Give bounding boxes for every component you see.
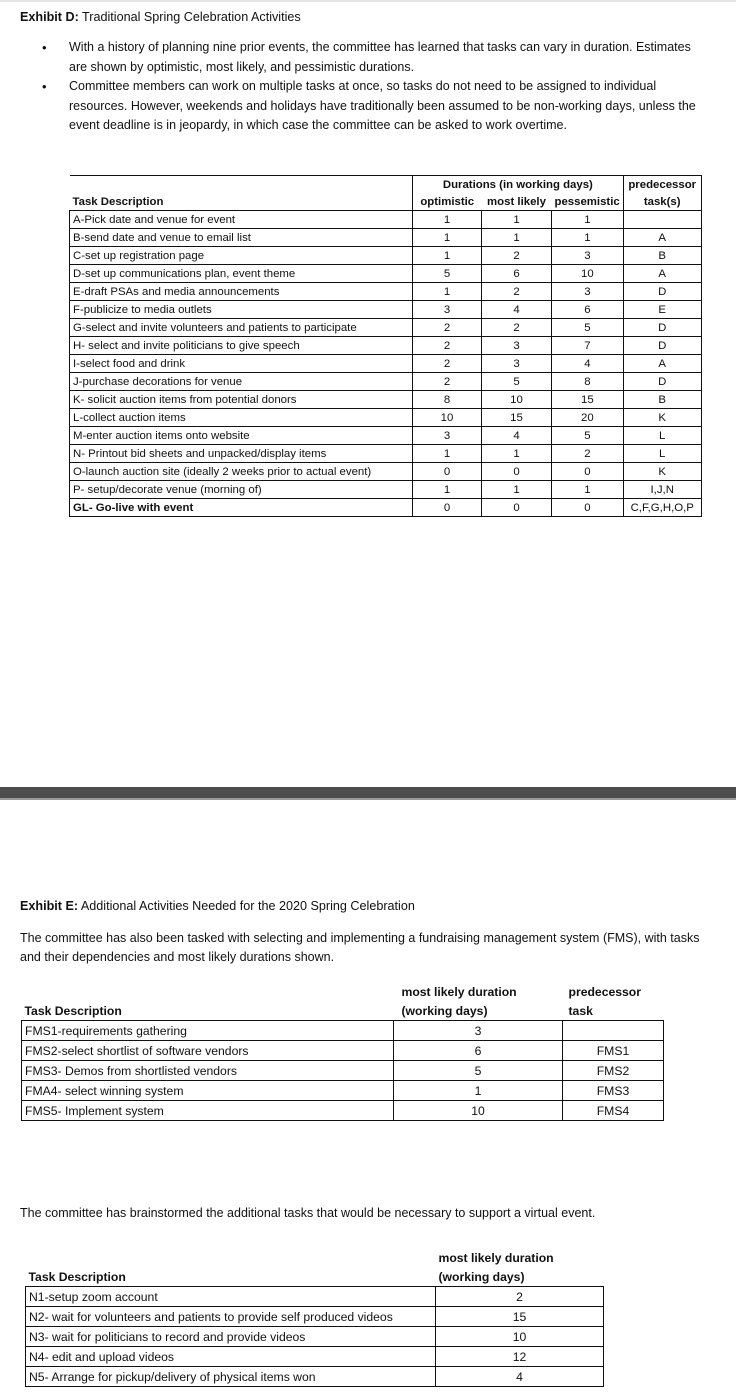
task-cell: D-set up communications plan, event theme [70,265,413,283]
most-likely-cell: 3 [482,337,552,355]
virtual-intro: The committee has brainstormed the additional tasks that would be necessary to support a virtual event. [20,1206,596,1220]
task-cell: FMS5- Implement system [22,1101,394,1121]
task-cell: FMS1-requirements gathering [22,1021,394,1041]
optimistic-cell: 1 [413,247,482,265]
predecessor-header-2: task(s) [623,193,701,211]
exhibit-d-table [69,175,702,517]
predecessor-cell: L [623,427,701,445]
duration-header-2: (working days) [438,1269,525,1284]
predecessor-cell [623,211,701,229]
task-description-header: Task Description [72,195,164,208]
duration-cell: 10 [394,1101,563,1121]
predecessor-cell: B [623,391,701,409]
predecessor-cell: L [623,445,701,463]
table-row [22,1061,664,1081]
table-row [22,1021,664,1041]
optimistic-cell: 3 [413,301,482,319]
duration-cell: 12 [436,1347,604,1367]
pessimistic-cell: 2 [552,445,624,463]
pessimistic-cell: 20 [552,409,624,427]
task-cell: L-collect auction items [70,409,413,427]
pessimistic-cell: 1 [552,211,624,229]
pessimistic-cell: 5 [552,319,624,337]
duration-cell: 10 [436,1327,604,1347]
table-row [70,211,702,229]
task-cell: P- setup/decorate venue (morning of) [70,481,413,499]
most-likely-cell: 4 [482,301,552,319]
predecessor-cell: FMS3 [563,1081,664,1101]
table-row-final [70,499,702,517]
duration-cell: 4 [436,1367,604,1387]
pessimistic-cell: 10 [552,265,624,283]
predecessor-cell [563,1021,664,1041]
bullet-item: • Committee members can work on multiple tasks at once, so tasks do not need to be assigned to individual resources. However, weekends and holidays have traditionally been assumed to be non-working days, unless the event deadline is in jeopardy, in which case the committee can be asked to work overtime. [20,77,700,136]
most-likely-cell: 15 [482,409,552,427]
table-header-row [22,1001,664,1021]
table-row [70,337,702,355]
durations-group-header: Durations (in working days) [413,176,624,194]
fms-table [21,982,664,1121]
task-description-header: Task Description [24,1003,122,1018]
pessimistic-cell: 7 [552,337,624,355]
task-cell: G-select and invite volunteers and patients to participate [70,319,413,337]
task-cell: C-set up registration page [70,247,413,265]
optimistic-cell: 0 [413,463,482,481]
optimistic-header: optimistic [413,193,482,211]
task-cell: FMS2-select shortlist of software vendors [22,1041,394,1061]
most-likely-cell: 1 [482,445,552,463]
most-likely-cell: 3 [482,355,552,373]
pessimistic-cell: 3 [552,247,624,265]
top-rule [0,0,736,2]
task-cell: M-enter auction items onto website [70,427,413,445]
pessimistic-cell: 6 [552,301,624,319]
table-row [70,301,702,319]
pessimistic-cell: 1 [552,481,624,499]
optimistic-cell: 1 [413,445,482,463]
duration-header: most likely duration [401,984,517,999]
predecessor-cell: FMS1 [563,1041,664,1061]
task-cell: FMA4- select winning system [22,1081,394,1101]
table-row [70,391,702,409]
table-row [22,1041,664,1061]
predecessor-cell: A [623,355,701,373]
table-row [70,283,702,301]
task-description-header: Task Description [28,1269,126,1284]
task-cell: E-draft PSAs and media announcements [70,283,413,301]
table-row [22,1101,664,1121]
bullet-item: • With a history of planning nine prior events, the committee has learned that tasks can vary in duration. Estimates are shown by optimistic, most likely, and pessimistic durations. [20,38,700,77]
most-likely-cell: 2 [482,283,552,301]
exhibit-d-bullets [20,38,700,136]
predecessor-cell: K [623,409,701,427]
exhibit-e-intro: The committee has also been tasked with selecting and implementing a fundraising management system (FMS), with tasks and their dependencies and most likely durations shown. [20,931,700,964]
predecessor-cell: D [623,373,701,391]
table-header-row [70,176,702,194]
pessimistic-cell: 0 [552,499,624,517]
task-cell: O-launch auction site (ideally 2 weeks prior to actual event) [70,463,413,481]
optimistic-cell: 3 [413,427,482,445]
task-cell: FMS3- Demos from shortlisted vendors [22,1061,394,1081]
task-cell: K- solicit auction items from potential donors [70,391,413,409]
predecessor-cell: B [623,247,701,265]
duration-cell: 3 [394,1021,563,1041]
most-likely-cell: 10 [482,391,552,409]
pessimistic-cell: 3 [552,283,624,301]
predecessor-header-2: task [568,1003,593,1018]
task-cell: N1-setup zoom account [26,1287,436,1307]
optimistic-cell: 1 [413,229,482,247]
task-cell: J-purchase decorations for venue [70,373,413,391]
predecessor-cell: FMS2 [563,1061,664,1081]
pessimistic-cell: 1 [552,229,624,247]
most-likely-cell: 6 [482,265,552,283]
table-row [70,355,702,373]
task-cell: F-publicize to media outlets [70,301,413,319]
table-row [70,463,702,481]
optimistic-cell: 2 [413,373,482,391]
table-row [70,427,702,445]
pessimistic-cell: 0 [552,463,624,481]
table-row [70,229,702,247]
table-row [26,1327,604,1347]
most-likely-cell: 2 [482,247,552,265]
predecessor-cell: D [623,319,701,337]
optimistic-cell: 10 [413,409,482,427]
optimistic-cell: 1 [413,481,482,499]
most-likely-cell: 1 [482,211,552,229]
most-likely-cell: 0 [482,463,552,481]
pessimistic-header: pessemistic [554,195,620,208]
optimistic-cell: 2 [413,319,482,337]
predecessor-cell: D [623,337,701,355]
duration-cell: 6 [394,1041,563,1061]
task-cell: A-Pick date and venue for event [70,211,413,229]
optimistic-cell: 2 [413,355,482,373]
pessimistic-cell: 5 [552,427,624,445]
page-divider [0,787,736,800]
table-header-row [26,1248,604,1267]
duration-cell: 1 [394,1081,563,1101]
duration-cell: 2 [436,1287,604,1307]
predecessor-header: predecessor [568,984,641,999]
predecessor-cell: FMS4 [563,1101,664,1121]
task-cell: N- Printout bid sheets and unpacked/display items [70,445,413,463]
most-likely-cell: 2 [482,319,552,337]
table-row [70,481,702,499]
optimistic-cell: 2 [413,337,482,355]
most-likely-cell: 1 [482,481,552,499]
exhibit-d-title: Exhibit D: Traditional Spring Celebration Activities [20,10,301,24]
table-row [26,1307,604,1327]
task-cell: H- select and invite politicians to give speech [70,337,413,355]
table-row [70,409,702,427]
predecessor-cell: C,F,G,H,O,P [623,499,701,517]
task-cell: N5- Arrange for pickup/delivery of physical items won [26,1367,436,1387]
duration-header: most likely duration [438,1250,554,1265]
duration-cell: 15 [436,1307,604,1327]
table-row [70,373,702,391]
task-cell: N2- wait for volunteers and patients to provide self produced videos [26,1307,436,1327]
table-row [26,1347,604,1367]
table-row [70,445,702,463]
exhibit-e-title: Exhibit E: Additional Activities Needed for the 2020 Spring Celebration [20,899,415,913]
predecessor-cell: A [623,265,701,283]
task-cell: GL- Go-live with event [70,499,413,517]
task-cell: N3- wait for politicians to record and provide videos [26,1327,436,1347]
optimistic-cell: 0 [413,499,482,517]
optimistic-cell: 1 [413,211,482,229]
virtual-tasks-table [25,1248,604,1387]
pessimistic-cell: 4 [552,355,624,373]
table-row [70,265,702,283]
most-likely-cell: 5 [482,373,552,391]
predecessor-cell: D [623,283,701,301]
most-likely-cell: 0 [482,499,552,517]
predecessor-cell: I,J,N [623,481,701,499]
table-row [26,1367,604,1387]
optimistic-cell: 8 [413,391,482,409]
predecessor-cell: E [623,301,701,319]
table-header-row [70,193,702,211]
table-row [22,1081,664,1101]
optimistic-cell: 1 [413,283,482,301]
predecessor-cell: A [623,229,701,247]
table-row [70,319,702,337]
pessimistic-cell: 8 [552,373,624,391]
table-header-row [22,982,664,1001]
task-cell: N4- edit and upload videos [26,1347,436,1367]
table-header-row [26,1267,604,1287]
task-cell: I-select food and drink [70,355,413,373]
duration-header-2: (working days) [401,1003,488,1018]
table-row [26,1287,604,1307]
pessimistic-cell: 15 [552,391,624,409]
predecessor-cell: K [623,463,701,481]
optimistic-cell: 5 [413,265,482,283]
most-likely-cell: 4 [482,427,552,445]
most-likely-cell: 1 [482,229,552,247]
duration-cell: 5 [394,1061,563,1081]
predecessor-header: predecessor [623,176,701,194]
most-likely-header: most likely [487,195,546,208]
task-cell: B-send date and venue to email list [70,229,413,247]
table-row [70,247,702,265]
